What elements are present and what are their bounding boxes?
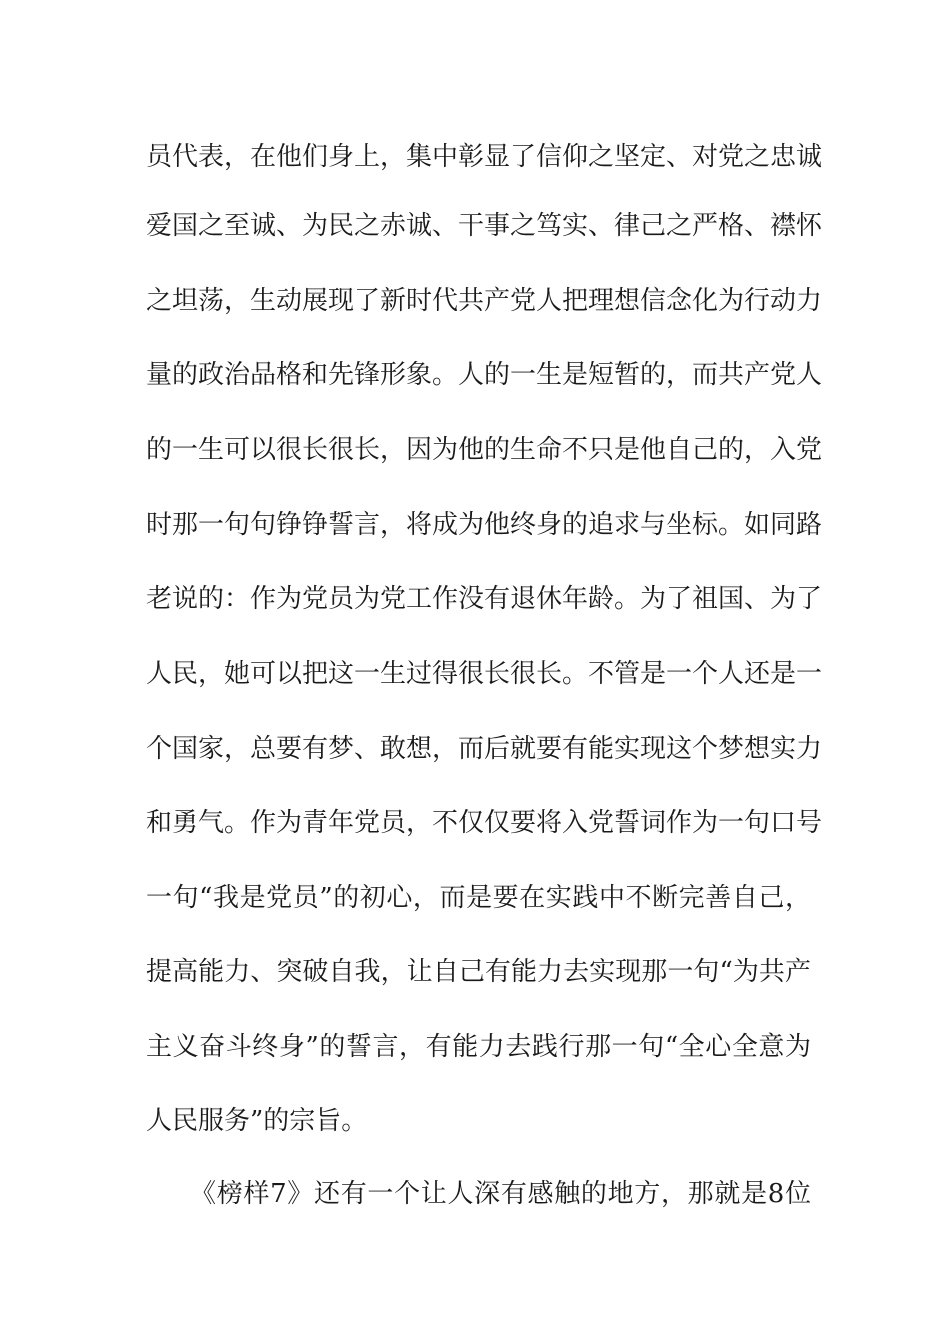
text-line: 时那一句句铮铮誓言，将成为他终身的追求与坐标。如同路 [146, 510, 823, 540]
text-line: 爱国之至诚、为民之赤诚、干事之笃实、律己之严格、襟怀 [146, 211, 823, 241]
text-line: 主义奋斗终身”的誓言，有能力去践行那一句“全心全意为 [146, 1032, 811, 1062]
text-line: 之坦荡，生动展现了新时代共产党人把理想信念化为行动力 [146, 286, 823, 316]
text-line: 的一生可以很长很长，因为他的生命不只是他自己的，入党 [146, 435, 823, 465]
text-line: 量的政治品格和先锋形象。人的一生是短暂的，而共产党人 [146, 360, 823, 390]
paragraph-end-line: 人民服务”的宗旨。 [146, 1106, 368, 1136]
text-line: 提高能力、突破自我，让自己有能力去实现那一句“为共产 [146, 957, 811, 987]
text-line: 和勇气。作为青年党员，不仅仅要将入党誓词作为一句口号 [146, 808, 823, 838]
text-line: 员代表，在他们身上，集中彰显了信仰之坚定、对党之忠诚 [146, 142, 823, 172]
text-line: 个国家，总要有梦、敢想，而后就要有能实现这个梦想实力 [146, 734, 823, 764]
text-line: 老说的：作为党员为党工作没有退休年龄。为了祖国、为了 [146, 584, 823, 614]
paragraph-first-line: 《榜样7》还有一个让人深有感触的地方，那就是8位 [190, 1179, 811, 1209]
text-line: 一句“我是党员”的初心，而是要在实践中不断完善自己， [146, 883, 811, 913]
text-line: 人民，她可以把这一生过得很长很长。不管是一个人还是一 [146, 659, 823, 689]
